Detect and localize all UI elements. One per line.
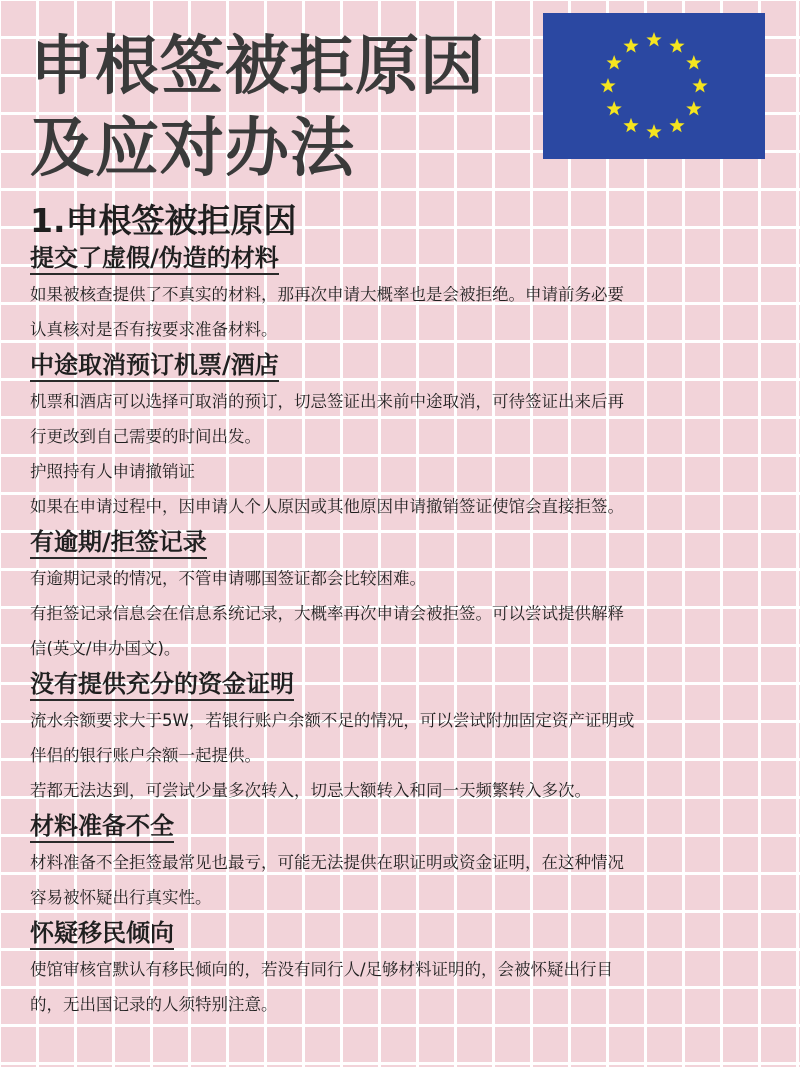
main-content	[30, 202, 775, 1022]
reason-paragraph	[30, 454, 775, 489]
paragraph-line: 材料准备不全拒签最常见也最亏，可能无法提供在职证明或资金证明，在这种情况	[30, 853, 624, 872]
star-icon	[607, 55, 622, 69]
eu-flag	[543, 13, 765, 159]
reason-block	[30, 808, 775, 915]
paragraph-line: 信(英文/申办国文)。	[30, 639, 181, 658]
star-icon	[692, 78, 707, 92]
star-icon	[686, 55, 701, 69]
reason-paragraph	[30, 489, 775, 524]
paragraph-line: 容易被怀疑出行真实性。	[30, 888, 212, 907]
reason-block	[30, 915, 775, 1022]
page-title-line-1: 申根签被拒原因	[30, 30, 485, 104]
reason-block	[30, 666, 775, 808]
page-title-line-2: 及应对办法	[30, 112, 355, 186]
reason-list	[30, 240, 775, 1022]
reason-heading: 提交了虚假/伪造的材料	[30, 244, 279, 275]
star-icon	[646, 32, 661, 46]
reason-heading: 怀疑移民倾向	[30, 919, 174, 950]
star-icon	[686, 101, 701, 115]
paragraph-line: 如果在申请过程中，因申请人个人原因或其他原因申请撤销签证使馆会直接拒签。	[30, 497, 624, 516]
paragraph-line: 使馆审核官默认有移民倾向的，若没有同行人/足够材料证明的，会被怀疑出行目	[30, 960, 614, 979]
section-title: 1.申根签被拒原因	[30, 201, 297, 240]
reason-heading: 没有提供充分的资金证明	[30, 670, 294, 701]
paragraph-line: 有逾期记录的情况，不管申请哪国签证都会比较困难。	[30, 569, 426, 588]
reason-heading: 材料准备不全	[30, 812, 174, 843]
star-icon	[623, 118, 638, 132]
reason-paragraph	[30, 703, 775, 773]
reason-paragraph	[30, 773, 775, 808]
star-icon	[623, 38, 638, 52]
reason-paragraph	[30, 277, 775, 347]
star-icon	[646, 124, 661, 138]
paragraph-line: 护照持有人申请撤销证	[30, 462, 195, 481]
paragraph-line: 机票和酒店可以选择可取消的预订，切忌签证出来前中途取消，可待签证出来后再	[30, 392, 624, 411]
paragraph-line: 如果被核查提供了不真实的材料，那再次申请大概率也是会被拒绝。申请前务必要	[30, 285, 624, 304]
paragraph-line: 行更改到自己需要的时间出发。	[30, 427, 261, 446]
reason-block	[30, 347, 775, 524]
star-icon	[607, 101, 622, 115]
reason-paragraph	[30, 596, 775, 666]
paragraph-line: 的，无出国记录的人须特别注意。	[30, 995, 278, 1014]
star-icon	[669, 118, 684, 132]
paragraph-line: 有拒签记录信息会在信息系统记录，大概率再次申请会被拒签。可以尝试提供解释	[30, 604, 624, 623]
reason-block	[30, 240, 775, 347]
reason-paragraph	[30, 561, 775, 596]
star-icon	[600, 78, 615, 92]
reason-block	[30, 524, 775, 666]
paragraph-line: 认真核对是否有按要求准备材料。	[30, 320, 278, 339]
reason-paragraph	[30, 845, 775, 915]
reason-heading: 中途取消预订机票/酒店	[30, 351, 279, 382]
page-title	[30, 26, 485, 190]
eu-flag-graphic	[543, 13, 765, 159]
reason-paragraph	[30, 952, 775, 1022]
star-icon	[669, 38, 684, 52]
reason-paragraph	[30, 384, 775, 454]
paragraph-line: 若都无法达到，可尝试少量多次转入，切忌大额转入和同一天频繁转入多次。	[30, 781, 591, 800]
reason-heading: 有逾期/拒签记录	[30, 528, 207, 559]
paragraph-line: 伴侣的银行账户余额一起提供。	[30, 746, 261, 765]
paragraph-line: 流水余额要求大于5W，若银行账户余额不足的情况，可以尝试附加固定资产证明或	[30, 711, 635, 730]
